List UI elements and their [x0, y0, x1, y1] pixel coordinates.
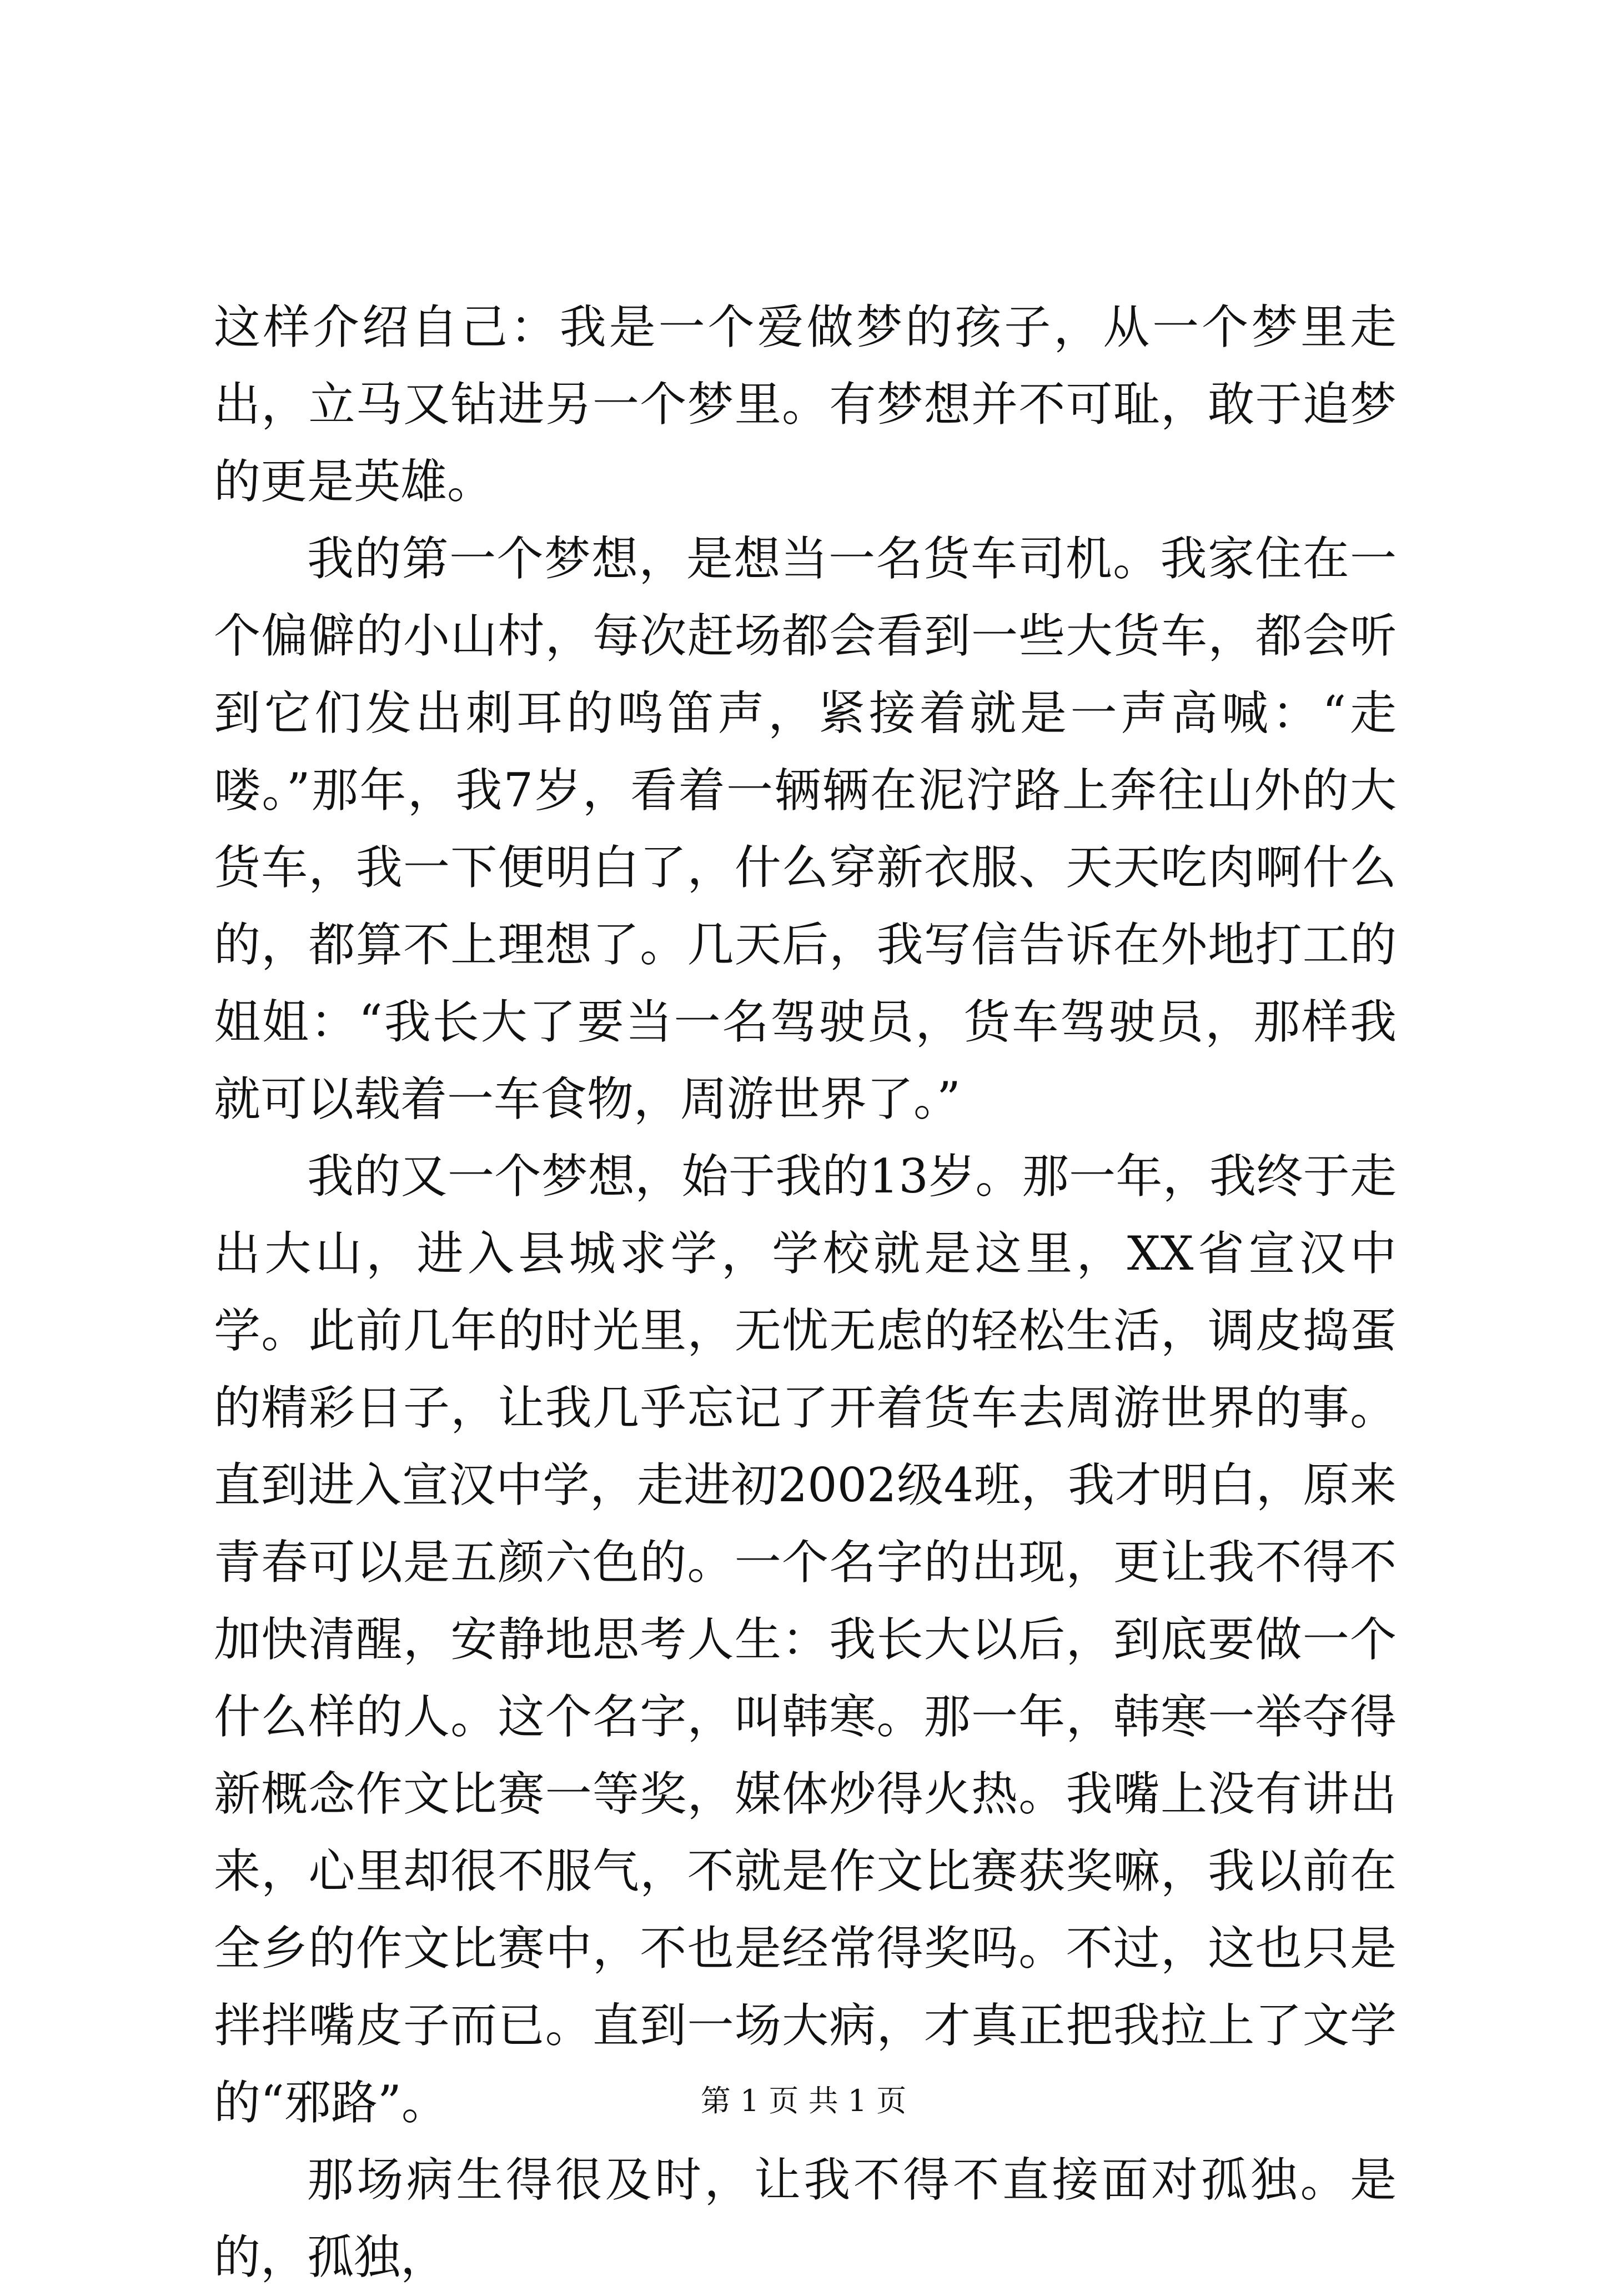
page-number-label: 第 1 页 共 1 页	[700, 2083, 907, 2118]
paragraph-4: 那场病生得很及时，让我不得不直接面对孤独。是的，孤独，	[214, 2153, 1397, 2284]
paragraph-3: 我的又一个梦想，始于我的13岁。那一年，我终于走出大山，进入县城求学，学校就是这里，XX省宣汉中学。此前几年的时光里，无忧无虑的轻松生活，调皮捣蛋的精彩日子，让我几乎忘记了开着货车去周游世界的事。直到进入宣汉中学，走进初2002级4班，我才明白，原来青春可以是五颜六色的。一个名字的出现，更让我不得不加快清醒，安静地思考人生：我长大以后，到底要做一个什么样的人。这个名字，叫韩寒。那一年，韩寒一举夺得新概念作文比赛一等奖，媒体炒得火热。我嘴上没有讲出来，心里却很不服气，不就是作文比赛获奖嘛，我以前在全乡的作文比赛中，不也是经常得奖吗。不过，这也只是拌拌嘴皮子而已。直到一场大病，才真正把我拉上了文学的“邪路”。	[214, 1149, 1397, 2130]
paragraph-1: 这样介绍自己：我是一个爱做梦的孩子，从一个梦里走出，立马又钻进另一个梦里。有梦想并不可耻，敢于追梦的更是英雄。	[214, 300, 1397, 509]
document-body	[214, 289, 1397, 2296]
page-footer	[0, 2082, 1607, 2120]
paragraph-2: 我的第一个梦想，是想当一名货车司机。我家住在一个偏僻的小山村，每次赶场都会看到一些大货车，都会听到它们发出刺耳的鸣笛声，紧接着就是一声高喊：“走喽。”那年，我7岁，看着一辆辆在泥泞路上奔往山外的大货车，我一下便明白了，什么穿新衣服、天天吃肉啊什么的，都算不上理想了。几天后，我写信告诉在外地打工的姐姐：“我长大了要当一名驾驶员，货车驾驶员，那样我就可以载着一车食物，周游世界了。”	[214, 532, 1397, 1126]
